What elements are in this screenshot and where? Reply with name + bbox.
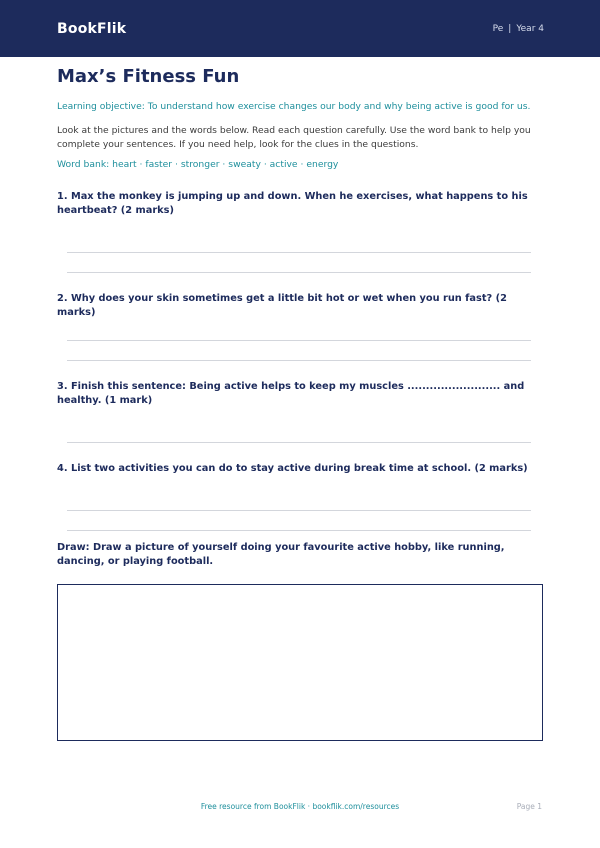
subject-year-label	[493, 24, 544, 34]
worksheet-title: Max’s Fitness Fun	[57, 66, 240, 87]
page-number: Page 1	[516, 802, 542, 811]
answer-line[interactable]	[67, 442, 531, 443]
answer-line[interactable]	[67, 360, 531, 361]
drawing-box[interactable]	[57, 584, 543, 741]
answer-line[interactable]	[67, 530, 531, 531]
question-4: 4. List two activities you can do to stay active during break time at school. (2 marks)	[57, 463, 528, 474]
question-3: 3. Finish this sentence: Being active helps to keep my muscles ......................... and healthy. (1 mark)	[57, 381, 525, 406]
subject-label: Pe	[492, 23, 504, 34]
answer-line[interactable]	[67, 252, 531, 253]
draw-prompt: Draw: Draw a picture of yourself doing your favourite active hobby, like running, dancing, or playing football.	[57, 542, 505, 567]
subject-separator: |	[508, 23, 512, 34]
word-bank: Word bank: heart · faster · stronger · sweaty · active · energy	[57, 159, 339, 170]
answer-line[interactable]	[67, 510, 531, 511]
page-header	[0, 0, 600, 57]
question-2: 2. Why does your skin sometimes get a little bit hot or wet when you run fast? (2 marks)	[57, 293, 507, 318]
answer-line[interactable]	[67, 272, 531, 273]
brand-logo: BookFlik	[57, 20, 127, 37]
instructions: Look at the pictures and the words below. Read each question carefully. Use the word bank to help you complete your sentences. If you need help, look for the clues in the questions.	[57, 125, 531, 150]
footer-text: Free resource from BookFlik · bookflik.com/resources	[200, 802, 400, 811]
learning-objective: Learning objective: To understand how exercise changes our body and why being active is good for us.	[57, 101, 531, 112]
question-1: 1. Max the monkey is jumping up and down. When he exercises, what happens to his heartbeat? (2 marks)	[57, 191, 528, 216]
answer-line[interactable]	[67, 340, 531, 341]
year-label: Year 4	[516, 23, 544, 34]
